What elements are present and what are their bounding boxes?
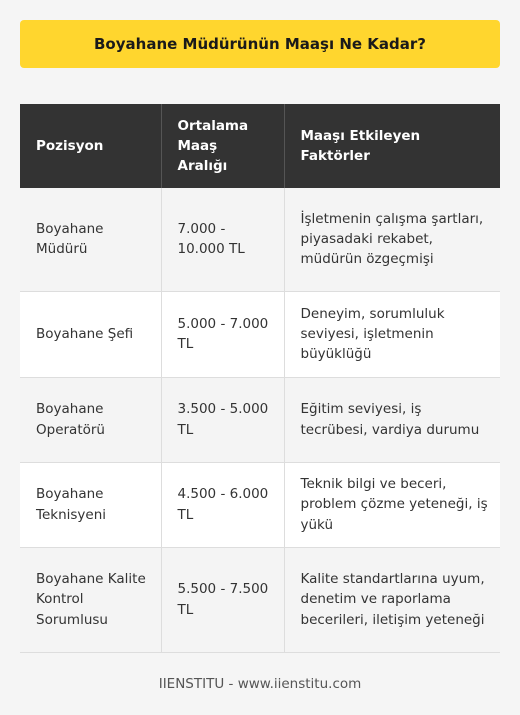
table-row — [20, 188, 500, 291]
cell-factors: Eğitim seviyesi, iş tecrübesi, vardiya durumu — [284, 377, 500, 462]
table-row — [20, 377, 500, 462]
header-position: Pozisyon — [20, 104, 161, 188]
cell-factors: İşletmenin çalışma şartları, piyasadaki rekabet, müdürün özgeçmişi — [284, 188, 500, 291]
header-factors: Maaşı Etkileyen Faktörler — [284, 104, 500, 188]
footer-credit: IIENSTITU - www.iienstitu.com — [158, 676, 362, 692]
table-row — [20, 547, 500, 652]
cell-salary-range: 4.500 - 6.000 TL — [161, 462, 284, 547]
cell-factors: Deneyim, sorumluluk seviyesi, işletmenin büyüklüğü — [284, 291, 500, 377]
page-title: Boyahane Müdürünün Maaşı Ne Kadar? — [20, 20, 500, 68]
table-header-row — [20, 104, 500, 188]
cell-salary-range: 3.500 - 5.000 TL — [161, 377, 284, 462]
table-row — [20, 462, 500, 547]
cell-position: Boyahane Teknisyeni — [20, 462, 161, 547]
table-row — [20, 291, 500, 377]
cell-position: Boyahane Şefi — [20, 291, 161, 377]
cell-salary-range: 5.500 - 7.500 TL — [161, 547, 284, 652]
cell-salary-range: 5.000 - 7.000 TL — [161, 291, 284, 377]
cell-factors: Teknik bilgi ve beceri, problem çözme yeteneği, iş yükü — [284, 462, 500, 547]
cell-position: Boyahane Operatörü — [20, 377, 161, 462]
cell-position: Boyahane Müdürü — [20, 188, 161, 291]
cell-factors: Kalite standartlarına uyum, denetim ve raporlama becerileri, iletişim yeteneği — [284, 547, 500, 652]
header-salary-range: Ortalama Maaş Aralığı — [161, 104, 284, 188]
cell-salary-range: 7.000 - 10.000 TL — [161, 188, 284, 291]
cell-position: Boyahane Kalite Kontrol Sorumlusu — [20, 547, 161, 652]
salary-table — [20, 104, 500, 653]
